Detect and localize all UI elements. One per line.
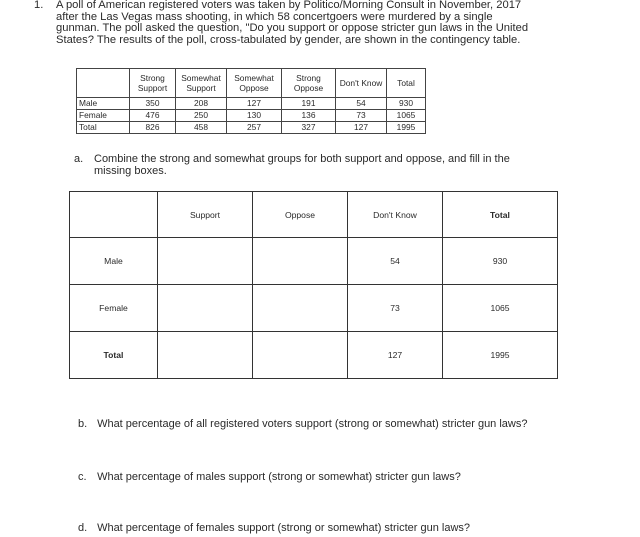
part-a-text-line: missing boxes. [94, 165, 167, 177]
question-number: 1. [34, 0, 44, 11]
part-b-text: What percentage of all registered voters support (strong or somewhat) stricter gun laws? [97, 418, 528, 430]
row-label: Male [70, 238, 158, 285]
part-c-text: What percentage of males support (strong or somewhat) stricter gun laws? [97, 471, 461, 483]
header-cell: Support [158, 192, 253, 238]
table-cell: 73 [348, 285, 443, 332]
table-cell: 127 [227, 98, 282, 110]
header-cell: Total [443, 192, 558, 238]
table-cell: 208 [176, 98, 227, 110]
blank-cell[interactable] [253, 332, 348, 379]
question-text-line: A poll of American registered voters was taken by Politico/Morning Consult in November, 2017 [56, 0, 522, 11]
table-cell: 54 [348, 238, 443, 285]
question-text-line: after the Las Vegas mass shooting, in which 58 concertgoers were murdered by a single [56, 10, 493, 23]
part-b-label: b. [78, 418, 88, 430]
table-row [70, 332, 558, 379]
table-cell: 257 [227, 122, 282, 134]
table-cell: 191 [282, 98, 336, 110]
question-text-line: gunman. The poll asked the question, "Do you support or oppose stricter gun laws in the United [56, 22, 529, 35]
blank-cell[interactable] [253, 238, 348, 285]
header-cell [336, 69, 387, 98]
part-d [78, 522, 470, 534]
header-line: Support [186, 83, 216, 93]
blank-cell[interactable] [158, 332, 253, 379]
row-label: Total [70, 332, 158, 379]
part-d-text: What percentage of females support (strong or somewhat) stricter gun laws? [97, 522, 471, 534]
header-line: Don't Know [339, 77, 383, 88]
header-cell [130, 69, 176, 98]
table-cell: 1995 [387, 122, 426, 134]
table-cell: 930 [387, 98, 426, 110]
table-row [77, 122, 426, 134]
table-cell: 1995 [443, 332, 558, 379]
blank-cell[interactable] [158, 238, 253, 285]
table-header-row [77, 69, 426, 98]
header-line: Oppose [239, 83, 269, 93]
table-header-row [70, 192, 558, 238]
table-row [70, 238, 558, 285]
header-cell [387, 69, 426, 98]
part-a [74, 153, 594, 177]
table-cell: 458 [176, 122, 227, 134]
part-c-label: c. [78, 471, 87, 483]
header-line: Somewhat [181, 72, 221, 83]
table-row [77, 110, 426, 122]
table-cell: 350 [130, 98, 176, 110]
header-line: Oppose [293, 83, 324, 93]
table-cell: 73 [336, 110, 387, 122]
part-c [78, 471, 461, 483]
header-line: Strong [296, 72, 321, 83]
blank-cell[interactable] [158, 285, 253, 332]
row-label: Male [77, 98, 130, 110]
header-line: Strong [140, 72, 165, 83]
header-line: Total [397, 77, 415, 88]
row-label: Female [70, 285, 158, 332]
table-cell: 327 [282, 122, 336, 134]
part-a-label: a. [74, 153, 84, 165]
corner-cell [77, 69, 130, 98]
header-line: Support [137, 83, 168, 93]
header-line: Somewhat [234, 72, 274, 83]
table-cell: 127 [348, 332, 443, 379]
header-cell [227, 69, 282, 98]
question-text-line: States? The results of the poll, cross-tabulated by gender, are shown in the contingency table. [56, 33, 521, 46]
header-cell: Oppose [253, 192, 348, 238]
table-cell: 826 [130, 122, 176, 134]
header-cell: Don't Know [348, 192, 443, 238]
blank-cell[interactable] [253, 285, 348, 332]
fill-in-table [69, 191, 558, 379]
table-cell: 250 [176, 110, 227, 122]
table-cell: 1065 [443, 285, 558, 332]
header-cell [176, 69, 227, 98]
part-b [78, 418, 527, 430]
table-cell: 127 [336, 122, 387, 134]
table-cell: 476 [130, 110, 176, 122]
question-1 [34, 0, 616, 46]
contingency-table [76, 68, 426, 134]
table-cell: 54 [336, 98, 387, 110]
table-cell: 1065 [387, 110, 426, 122]
corner-cell [70, 192, 158, 238]
row-label: Female [77, 110, 130, 122]
part-d-label: d. [78, 522, 88, 534]
table-cell: 130 [227, 110, 282, 122]
row-label: Total [77, 122, 130, 134]
table-cell: 930 [443, 238, 558, 285]
table-row [77, 98, 426, 110]
table-row [70, 285, 558, 332]
header-cell [282, 69, 336, 98]
part-a-text-line: Combine the strong and somewhat groups for both support and oppose, and fill in the [94, 153, 510, 165]
table-cell: 136 [282, 110, 336, 122]
